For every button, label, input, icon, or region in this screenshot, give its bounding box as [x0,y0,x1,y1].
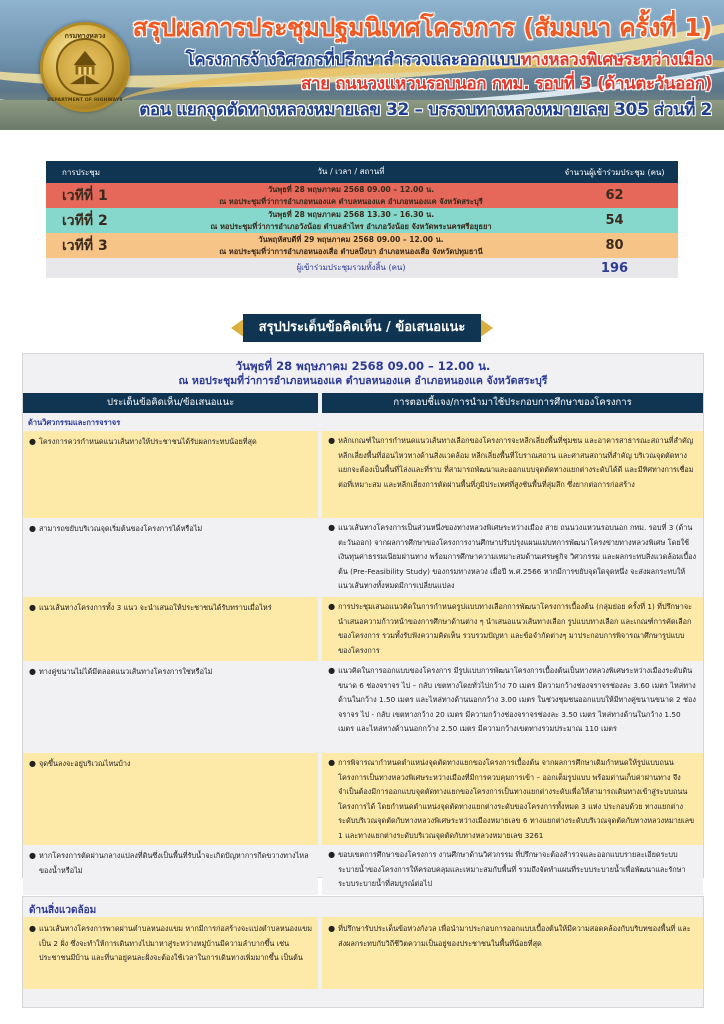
venue-label: เวทีที่ 3 [62,237,108,254]
opinions-rows [23,431,703,895]
comment-text: หากโครงการตัดผ่านกลางแปลงที่ดินซึ่งเป็นพื้นที่รับน้ำจะเกิดปัญหาการกีดขวางทางไหลของน้ำหรือไม่ [39,851,309,875]
meeting-datetime: วันพุธที่ 28 พฤษภาคม 2568 13.30 – 16.30 น. [267,209,435,219]
total-row [46,258,678,278]
header-attendees: จำนวนผู้เข้าร่วมประชุม (คน) [551,161,678,183]
attendee-count: 54 [605,213,624,228]
attendee-count: 80 [605,238,624,253]
opinion-row [23,917,703,989]
category-engineering-traffic: ด้านวิศวกรรมและการจราจร [28,418,121,427]
response-text: ขอบเขตการศึกษาของโครงการ งานศึกษาด้านวิศวกรรม ที่ปรึกษาจะต้องสำรวจและออกแบบรายละเอียดระบบระบายน้ำของโครงการให้ครอบคลุมและเหมาะสมกับพื้นที่ รวมถึงจัดทำแผนที่ระบบระบายน้ำเพื่อพัฒนาและรักษาระบบระบายน้ำที่สมบูรณ์ต่อไป [338,850,686,888]
department-of-highways-seal-icon [40,22,130,112]
bullet-icon: ● [29,603,36,612]
seal-top-text: กรมทางหลวง [64,32,106,40]
bullet-icon: ● [328,850,336,859]
attendee-count: 62 [605,188,624,203]
response-text: การประชุมเสนอแนวคิดในการกำหนดรูปแบบทางเลือกการพัฒนาโครงการเบื้องต้น (กลุ่มย่อย ครั้งที่ 1) ที่ปรึกษาจะนำเสนอความก้าวหน้าของการศึกษาด้านต่าง ๆ นำเสนอแนวเส้นทางเลือก รูปแบบทางเลือก และเกณฑ์การคัดเลือกของโครงการ รวมทั้งรับฟังความคิดเห็น รวบรวมปัญหา และข้อจำกัดต่างๆ มาประกอบการพิจารณาศึกษารูปแบบของโครงการ [338,602,693,655]
response-text: หลักเกณฑ์ในการกำหนดแนวเส้นทางเลือกของโครงการจะหลีกเลี่ยงพื้นที่ชุมชน และอาคารสาธารณะสถานที่สำคัญ หลีกเลี่ยงพื้นที่อ่อนไหวทางด้านสิ่งแวดล้อม หลีกเลี่ยงพื้นที่โบราณสถาน และศาสนสถานที่สำคัญ บริเวณจุดตัดทางแยกจะต้องเป็นพื้นที่โล่งและที่ราบ ที่สามารถพัฒนาและออกแบบจุดตัดทางแยกต่างระดับได้ดี และมีทิศทางการเชื่อมต่อที่เหมาะสม และหลีกเลี่ยงการตัดผ่านพื้นที่ภูมิประเทศที่สูงชันพื้นที่ลุ่มลึก ซึ่งยากต่อการก่อสร้าง [338,436,694,489]
bullet-icon: ● [328,924,336,933]
seal-emblem [56,38,114,96]
header-date-time-place: วัน / เวลา / สถานที่ [151,161,551,183]
bullet-icon: ● [328,602,336,611]
project-name-highlight: ทางหลวงพิเศษระหว่างเมือง [520,50,712,70]
meeting-place: ณ หอประชุมที่ว่าการอำเภอหนองแค ตำบลหนองแค อำเภอหนองแค จังหวัดสระบุรี [219,196,483,206]
meeting-datetime: วันพุธที่ 28 พฤษภาคม 2568 09.00 – 12.00 น. [267,184,435,194]
session-venue: ณ หอประชุมที่ว่าการอำเภอหนองแค ตำบลหนองแค อำเภอหนองแค จังหวัดสระบุรี [178,375,548,387]
bullet-icon: ● [328,523,336,532]
project-name-line [186,46,712,73]
bullet-icon: ● [29,851,36,860]
opinion-row [23,661,703,753]
meeting-place: ณ หอประชุมที่ว่าการอำเภอหนองเสือ ตำบลบึงบา อำเภอหนองเสือ จังหวัดปทุมธานี [219,246,483,256]
section-title: สรุปประเด็นข้อคิดเห็น / ข้อเสนอแนะ [243,314,482,342]
table-header-row [46,161,678,183]
opinion-row [23,753,703,845]
comment-text: ทางคู่ขนานไม่ได้มีตลอดแนวเส้นทางโครงการใช่หรือไม่ [39,667,213,676]
opinions-header [23,393,703,413]
bullet-icon: ● [29,759,36,768]
table-row [46,183,678,208]
route-name-line: สาย ถนนวงแหวนรอบนอก กทม. รอบที่ 3 (ด้านตะวันออก) [301,74,712,94]
response-text: การพิจารณากำหนดตำแหน่งจุดตัดทางแยกของโครงการเบื้องต้น จากผลการศึกษาเดิมกำหนดให้รูปแบบถนนโครงการเป็นทางหลวงพิเศษระหว่างเมืองที่มีการควบคุมการเข้า – ออกเต็มรูปแบบ พร้อมด่านเก็บค่าผ่านทาง จึงจำเป็นต้องมีการออกแบบจุดตัดทางแยกของโครงการเป็นทางแยกต่างระดับเพื่อให้สามารถเดินทางเข้าสู่ระบบถนนโครงการได้ โดยกำหนดตำแหน่งจุดตัดทางแยกต่างระดับของโครงการทั้งหมด 3 แห่ง ประกอบด้วย ทางแยกต่างระดับบริเวณจุดตัดกับทางหลวงพิเศษระหว่างเมืองหมายเลข 6 ทางแยกต่างระดับบริเวณจุดตัดกับทางหลวงหมายเลข 1 และทางแยกต่างระดับบริเวณจุดตัดกับทางหลวงหมายเลข 3261 [338,758,695,840]
opinion-row [23,845,703,895]
opinion-row [23,597,703,661]
comment-text: โครงการควรกำหนดแนวเส้นทางให้ประชาชนได้รับผลกระทบน้อยที่สุด [39,437,257,446]
header-banner [0,0,724,130]
comment-text: สามารถขยับบริเวณจุดเริ่มต้นของโครงการได้หรือไม่ [39,524,203,533]
total-label: ผู้เข้าร่วมประชุมรวมทั้งสิ้น (คน) [296,263,406,272]
header-comments: ประเด็นข้อคิดเห็น/ข้อเสนอแนะ [23,393,318,413]
ribbon-right-arrow-icon [479,318,493,338]
comment-text: จุดขึ้นลงจะอยู่บริเวณไหนบ้าง [39,759,131,768]
seal-bottom-text: DEPARTMENT OF HIGHWAYS [47,98,123,103]
environment-panel [22,896,704,1008]
opinions-panel [22,353,704,888]
venue-label: เวทีที่ 1 [62,187,108,204]
meetings-table [46,161,678,278]
page-title: สรุปผลการประชุมปฐมนิเทศโครงการ (สัมมนา ครั้งที่ 1) [132,13,712,42]
session-heading [23,354,703,389]
venue-label: เวทีที่ 2 [62,212,108,229]
bullet-icon: ● [29,524,36,533]
meeting-place: ณ หอประชุมที่ว่าการอำเภอวังน้อย ตำบลลำไทร อำเภอวังน้อย จังหวัดพระนครศรีอยุธยา [210,221,492,231]
header-responses: การตอบชี้แจง/การนำมาใช้ประกอบการศึกษาของโครงการ [322,393,703,413]
bullet-icon: ● [328,666,336,675]
bullet-icon: ● [29,667,36,676]
section-name-line: ตอน แยกจุดตัดทางหลวงหมายเลข 32 – บรรจบทางหลวงหมายเลข 305 ส่วนที่ 2 [139,100,712,120]
comment-text: แนวเส้นทางโครงการพาดผ่านตำบลหนองแขม หากมีการก่อสร้างจะแบ่งตำบลหนองแขมเป็น 2 ฝั่ง ซึ่งจะทำให้การเดินทางไปมาหาสู่ระหว่างหมู่บ้านมีความลำบากขึ้น เช่น ประชาชนมีบ้าน และที่นาอยู่คนละฝั่งจะต้องใช้เวลาในการเดินทางเพิ่มมากขึ้น เป็นต้น [39,924,313,962]
category-environment: ด้านสิ่งแวดล้อม [29,905,97,916]
bullet-icon: ● [29,437,36,446]
session-date: วันพุธที่ 28 พฤษภาคม 2568 09.00 – 12.00 น. [235,359,491,373]
project-name-part1: โครงการจ้างวิศวกรที่ปรึกษาสำรวจและออกแบบ [185,50,521,70]
total-count: 196 [600,260,629,276]
meeting-datetime: วันพฤหัสบดีที่ 29 พฤษภาคม 2568 09.00 – 12.00 น. [258,234,444,244]
opinion-row [23,431,703,518]
response-text: แนวคิดในการออกแบบของโครงการ มีรูปแบบการพัฒนาโครงการเบื้องต้นเป็นทางหลวงพิเศษระหว่างเมืองระดับดินขนาด 6 ช่องจราจร ไป – กลับ เขตทางโดยทั่วไปกว้าง 70 เมตร มีความกว้างช่องจราจรช่องละ 3.60 เมตร ไหล่ทางด้านในกว้าง 1.50 เมตร และไหล่ทางด้านนอกกว้าง 3.00 เมตร ในช่วงชุมชนออกแบบให้มีทางคู่ขนานขนาด 2 ช่องจราจร ไป - กลับ เขตทางกว้าง 20 เมตร มีความกว้างช่องจราจรช่องละ 3.50 เมตร ไหล่ทางด้านในกว้าง 1.50 เมตร และไหล่ทางด้านนอกกว้าง 2.50 เมตร มีความกว้างเขตทางรวมประมาณ 110 เมตร [338,666,696,733]
response-text: ที่ปรึกษารับประเด็นข้อห่วงกังวล เพื่อนำมาประกอบการออกแบบเบื้องต้นให้มีความสอดคล้องกับบริบทของพื้นที่ และส่งผลกระทบกับวิถีชีวิตความเป็นอยู่ของประชาชนในพื้นที่น้อยที่สุด [338,924,691,948]
pavilion-icon [66,48,104,86]
header-meeting: การประชุม [46,161,151,183]
bullet-icon: ● [328,436,336,445]
section-ribbon [220,314,504,342]
table-row [46,233,678,258]
table-row [46,208,678,233]
bullet-icon: ● [29,924,36,933]
opinion-row [23,518,703,597]
comment-text: แนวเส้นทางโครงการทั้ง 3 แนว จะนำเสนอให้ประชาชนได้รับทราบเมื่อไหร่ [39,603,272,612]
response-text: แนวเส้นทางโครงการเป็นส่วนหนึ่งของทางหลวงพิเศษระหว่างเมือง สาย ถนนวงแหวนรอบนอก กทม. รอบที่ 3 (ด้านตะวันออก) จากผลการศึกษาของโครงการงานศึกษาปรับปรุงแผนแม่บทการพัฒนาโครงข่ายทางหลวงพิเศษ โดยใช้เงินทุนค่าธรรมเนียมผ่านทาง พร้อมการศึกษาความเหมาะสมด้านเศรษฐกิจ วิศวกรรม และผลกระทบสิ่งแวดล้อมเบื้องต้น (Pre-Feasibility Study) ของกรมทางหลวง เมื่อปี พ.ศ.2566 หากมีการขยับจุดใดจุดหนึ่ง จะส่งผลกระทบให้แนวเส้นทางทั้งหมดมีการเปลี่ยนแปลง [338,523,697,590]
bullet-icon: ● [328,758,336,767]
